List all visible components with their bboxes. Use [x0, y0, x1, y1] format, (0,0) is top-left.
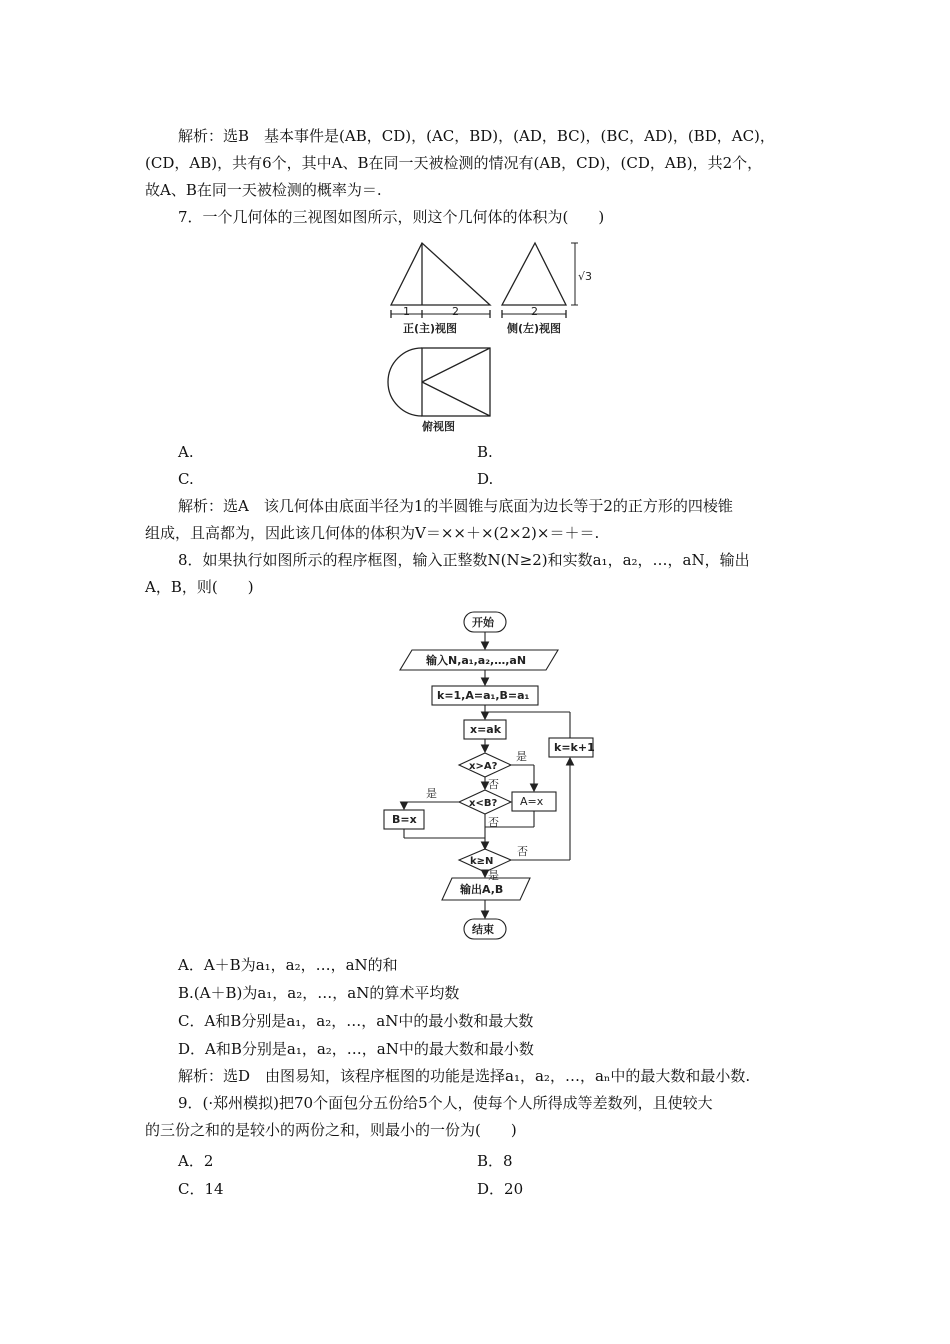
init-text: k=1,A=a₁,B=a₁	[437, 689, 530, 702]
q9-option-d: D．20	[477, 1180, 524, 1198]
q9-option-c: C．14	[178, 1180, 224, 1198]
q8-option-b: B.(A＋B)为a₁，a₂，…，aN的算术平均数	[178, 984, 460, 1002]
front-view-label: 正(主)视图	[403, 322, 458, 335]
side-view-label: 侧(左)视图	[507, 322, 562, 335]
q8-option-a: A．A＋B为a₁，a₂，…，aN的和	[178, 956, 398, 974]
no-label-2: 否	[488, 816, 499, 829]
question-8-line-1: 8．如果执行如图所示的程序框图，输入正整数N(N≥2)和实数a₁，a₂，…，aN，输出	[178, 551, 750, 569]
no-label-1: 否	[488, 778, 499, 791]
question-9-line-2: 的三份之和的是较小的两份之和，则最小的一份为( )	[145, 1121, 517, 1139]
side-dim-2: 2	[531, 305, 538, 318]
solution-7-line-2: 组成，且高都为，因此该几何体的体积为V＝××＋×(2×2)×＝＋＝.	[145, 524, 600, 542]
q8-option-c: C．A和B分别是a₁，a₂，…，aN中的最小数和最大数	[178, 1012, 534, 1030]
solution-6-line-2: (CD，AB)，共有6个，其中A、B在同一天被检测的情况有(AB，CD)，(CD，AB)，共2个，	[145, 154, 763, 172]
solution-8: 解析：选D 由图易知，该程序框图的功能是选择a₁，a₂，…，aₙ中的最大数和最小数.	[178, 1067, 751, 1085]
question-9-line-1: 9．(·郑州模拟)把70个面包分五份给5个人，使每个人所得成等差数列，且使较大	[178, 1094, 713, 1112]
flowchart-figure	[380, 606, 605, 944]
set-a-text: A=x	[520, 795, 544, 808]
cond-b-text: x<B?	[469, 798, 498, 809]
q9-option-b: B．8	[477, 1152, 513, 1170]
solution-6-line-1: 解析：选B 基本事件是(AB，CD)，(AC，BD)，(AD，BC)，(BC，AD)，(BD，AC)，	[178, 127, 775, 145]
question-8-line-2: A，B，则( )	[145, 578, 254, 596]
solution-7-line-1: 解析：选A 该几何体由底面半径为1的半圆锥与底面为边长等于2的正方形的四棱锥	[178, 497, 733, 515]
side-height-label: √3	[578, 270, 593, 283]
assign-text: x=ak	[470, 723, 502, 736]
front-dim-2: 2	[452, 305, 459, 318]
inc-k-text: k=k+1	[554, 741, 595, 754]
no-label-3: 否	[517, 845, 528, 858]
top-view	[388, 348, 490, 416]
q7-option-c: C.	[178, 470, 194, 488]
question-7: 7．一个几何体的三视图如图所示，则这个几何体的体积为( )	[178, 208, 605, 226]
end-text: 结束	[472, 923, 494, 936]
side-view	[502, 243, 578, 318]
cond-k-text: k≥N	[470, 856, 494, 867]
cond-a-text: x>A?	[469, 761, 498, 772]
yes-label-2: 是	[426, 787, 437, 800]
q7-option-b: B.	[477, 443, 493, 461]
start-text: 开始	[472, 616, 494, 629]
q9-option-a: A．2	[178, 1152, 214, 1170]
front-dim-1: 1	[403, 305, 410, 318]
yes-label-3: 是	[488, 869, 499, 882]
set-b-text: B=x	[392, 813, 417, 826]
solution-6-line-3: 故A、B在同一天被检测的概率为＝.	[145, 181, 382, 199]
q7-option-a: A.	[178, 443, 194, 461]
yes-label-1: 是	[516, 750, 527, 763]
top-view-label: 俯视图	[422, 420, 455, 433]
q8-option-d: D．A和B分别是a₁，a₂，…，aN中的最大数和最小数	[178, 1040, 534, 1058]
output-text: 输出A,B	[460, 883, 504, 896]
input-text: 输入N,a₁,a₂,…,aN	[426, 654, 527, 667]
three-view-figure	[385, 238, 595, 438]
q7-option-d: D.	[477, 470, 494, 488]
